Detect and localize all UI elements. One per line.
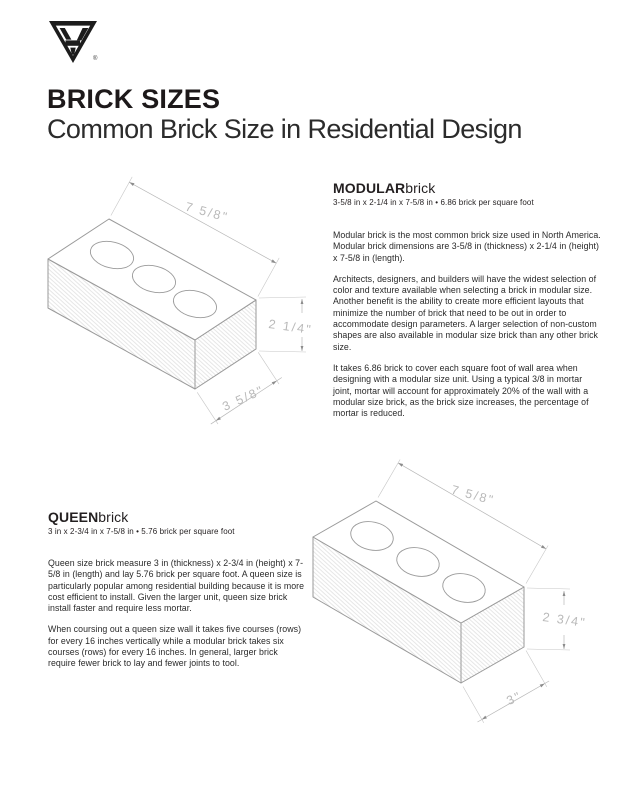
modular-length-dimension: 7 5/8" bbox=[183, 199, 231, 225]
queen-paragraph: Queen size brick measure 3 in (thickness) x 2-3/4 in (height) x 7-5/8 in (length) and lay 5.76 brick per square foot. A queen size is particularly popular among residential building because it is more cost efficient to install. Given the larger unit, queen size brick install faster and require less mortar. bbox=[48, 558, 305, 614]
queen-paragraph: When coursing out a queen size wall it takes five courses (rows) for every 16 inches vertically while a modular brick takes six courses (rows) for every 16 inches. In general, larger brick require fewer brick to lay and fewer joints to tool. bbox=[48, 624, 302, 669]
modular-brick-drawing bbox=[38, 168, 323, 430]
page-subtitle: Common Brick Size in Residential Design bbox=[47, 114, 522, 144]
modular-paragraph: Modular brick is the most common brick size used in North America. Modular brick dimensions are 3-5/8 in (thickness) x 2-1/4 in (height) x 7-5/8 in (length). bbox=[333, 230, 601, 263]
modular-section bbox=[333, 180, 603, 419]
modular-height-dimension: 2 1/4" bbox=[267, 317, 314, 338]
modular-section-heading bbox=[333, 180, 603, 196]
company-logo-icon bbox=[49, 20, 97, 64]
registered-trademark: ® bbox=[93, 56, 98, 62]
queen-heading-bold: QUEEN bbox=[48, 509, 99, 525]
queen-depth-dimension: 3" bbox=[504, 688, 525, 708]
queen-heading-light: brick bbox=[98, 509, 129, 525]
queen-height-dimension: 2 3/4" bbox=[541, 610, 588, 631]
page-title: BRICK SIZES bbox=[47, 84, 221, 114]
modular-paragraph: Architects, designers, and builders will have the widest selection of color and texture available when selecting a brick in modular size. Another benefit is the ability to create more efficient layouts that minimize the number of brick that need to be out in order to accommodate design parameters. A larger selection of non-custom shapes are also available in modular size brick than any other brick size. bbox=[333, 273, 598, 352]
modular-heading-light: brick bbox=[405, 180, 436, 196]
queen-spec-line: 3 in x 2-3/4 in x 7-5/8 in • 5.76 brick per square foot bbox=[48, 527, 235, 536]
modular-paragraph: It takes 6.86 brick to cover each square foot of wall area when designing with a modular size unit. Using a typical 3/8 in mortar joint, mortar will account for approximately 20% of the wall with a modular size brick, as the brick size increases, the percentage of mortar is reduced. bbox=[333, 362, 589, 419]
modular-depth-dimension: 3 5/8" bbox=[220, 382, 267, 414]
queen-section bbox=[48, 509, 306, 670]
queen-section-heading bbox=[48, 509, 306, 525]
modular-spec-line: 3-5/8 in x 2-1/4 in x 7-5/8 in • 6.86 brick per square foot bbox=[333, 198, 534, 207]
queen-brick-drawing bbox=[308, 455, 613, 765]
queen-length-dimension: 7 5/8" bbox=[449, 482, 497, 508]
modular-heading-bold: MODULAR bbox=[333, 180, 406, 196]
